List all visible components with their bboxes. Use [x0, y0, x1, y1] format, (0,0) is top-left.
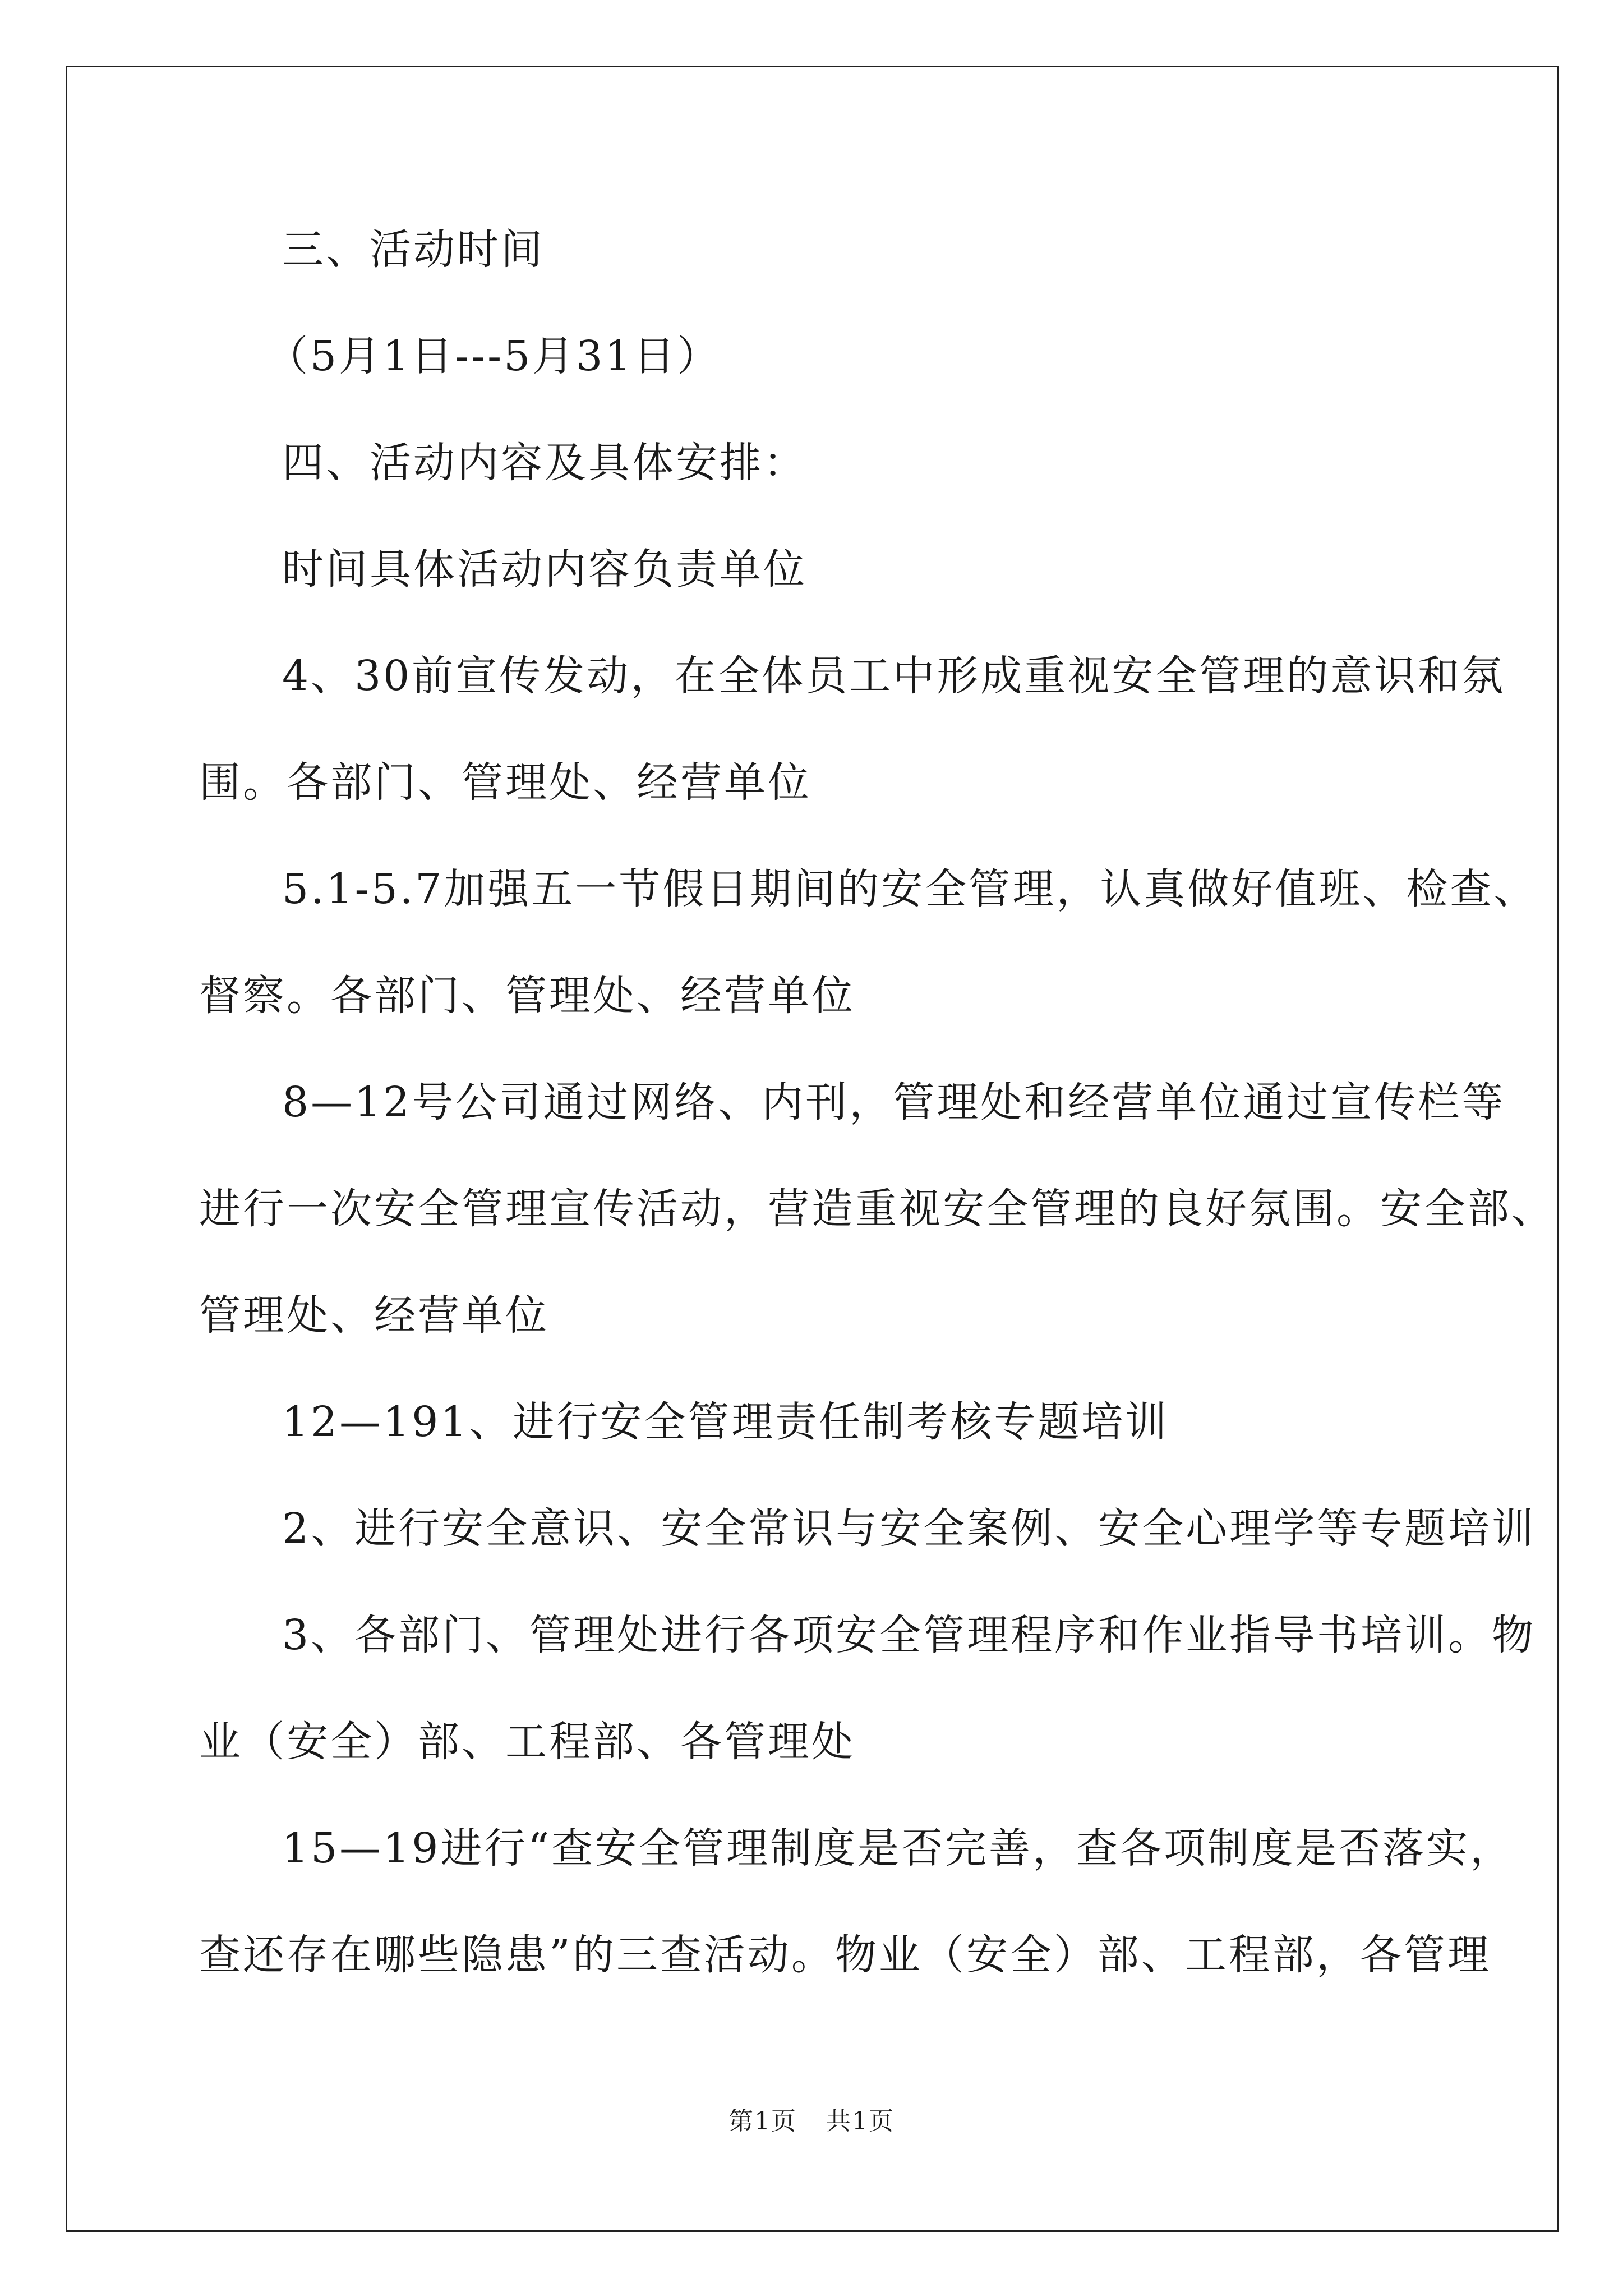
section-heading-content: 四、活动内容及具体安排：: [282, 439, 807, 487]
paragraph-line: 5.1-5.7加强五一节假日期间的安全管理，认真做好值班、检查、: [282, 865, 1538, 913]
page-footer: [0, 2105, 1623, 2138]
paragraph-line: 查还存在哪些隐患”的三查活动。物业（安全）部、工程部，各管理: [199, 1931, 1491, 1979]
paragraph-line: 管理处、经营单位: [199, 1291, 549, 1340]
paragraph-line: 8—12号公司通过网络、内刊，管理处和经营单位通过宣传栏等: [282, 1078, 1506, 1126]
page-total: 共1页: [826, 2107, 895, 2136]
paragraph-line: 12—191、进行安全管理责任制考核专题培训: [282, 1398, 1169, 1446]
page-border: [66, 66, 1559, 2232]
page-number: 第1页: [728, 2107, 797, 2136]
paragraph-line: 15—19进行“查安全管理制度是否完善，查各项制度是否落实，: [282, 1824, 1514, 1872]
section-heading-time: 三、活动时间: [282, 226, 545, 274]
paragraph-line: 进行一次安全管理宣传活动，营造重视安全管理的良好氛围。安全部、: [199, 1185, 1555, 1233]
paragraph-line: 业（安全）部、工程部、各管理处: [199, 1718, 855, 1766]
paragraph-line: 2、进行安全意识、安全常识与安全案例、安全心理学等专题培训: [282, 1504, 1536, 1553]
paragraph-line: 督察。各部门、管理处、经营单位: [199, 972, 855, 1020]
paragraph-line: 3、各部门、管理处进行各项安全管理程序和作业指导书培训。物: [282, 1611, 1536, 1659]
date-range: （5月1日---5月31日）: [266, 332, 721, 380]
paragraph-line: 4、30前宣传发动，在全体员工中形成重视安全管理的意识和氛: [282, 652, 1506, 700]
paragraph-line: 围。各部门、管理处、经营单位: [199, 758, 811, 807]
table-header-line: 时间具体活动内容负责单位: [282, 545, 807, 593]
